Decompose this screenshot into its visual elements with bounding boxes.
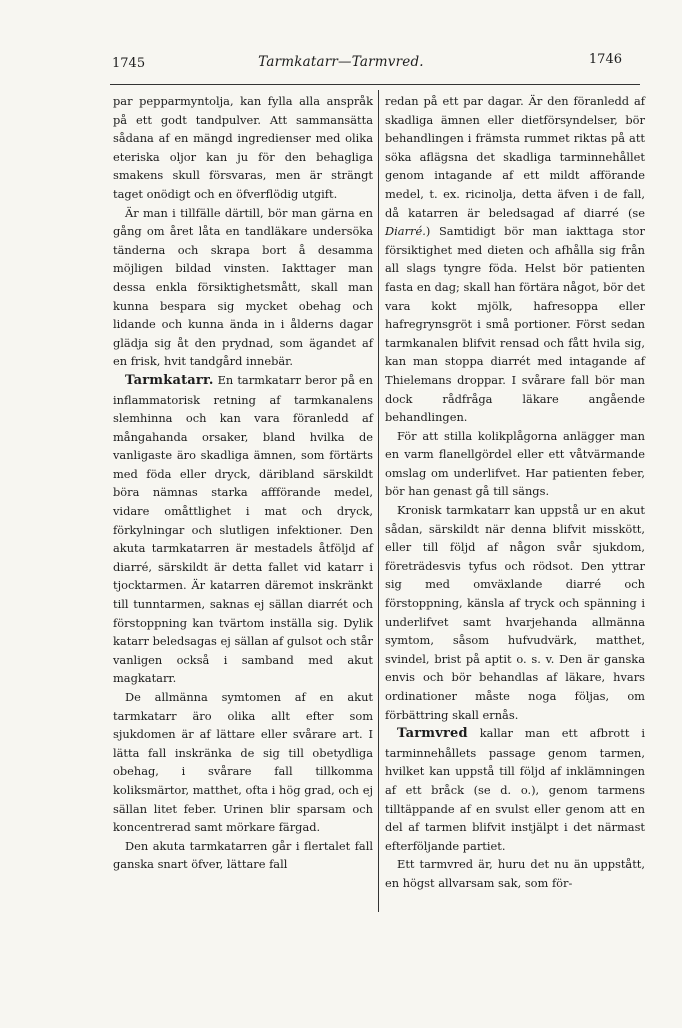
page-number-left: 1745 — [112, 56, 146, 71]
paragraph — [385, 92, 645, 427]
header-rule — [110, 84, 640, 85]
page-header — [0, 52, 682, 74]
paragraph-text: ) Samtidigt bör man iakttaga stor försiktighet med dieten och afhålla sig från all slags tyngre föda. Helst bör patienten fasta en dag; skall han förtära något, bör det vara kokt mjölk, hafresoppa eller hafregrynsgröt i små portioner. Först sedan tarmkanalen blifvit rensad och fått hvila sig, kan man stoppa diarrét med intagande af Thielemans droppar. I svårare fall bör man dock rådfråga läkare angående behandlingen. — [385, 224, 645, 425]
paragraph: Kronisk tarmkatarr kan uppstå ur en akut sådan, särskildt när denna blifvit misskött, eller till följd af någon svår sjukdom, företrädesvis tyfus och rödsot. Den yttrar sig med omväxlande diarré och förstoppning, känsla af tryck och spänning i underlifvet samt hvarjehanda allmänna symtom, såsom hufvudvärk, matthet, svindel, brist på aptit o. s. v. Den är ganska envis och bör behandlas af läkare, hvars ordinationer måste noga följas, om förbättring skall ernås. — [385, 503, 645, 722]
paragraph: Är man i tillfälle därtill, bör man gärna en gång om året låta en tandläkare undersöka tänderna och skrapa bort å desamma möjligen bildad vinsten. Iakttager man dessa enkla försiktighetsmått, skall man kunna bespara sig mycket obehag och lidande och kunna ända in i ålderns dagar glädja sig åt den prydnad, som ägandet af en frisk, hvit tandgård innebär. — [113, 205, 373, 369]
paragraph: De allmänna symtomen af en akut tarmkatarr äro olika allt efter som sjukdomen är af lättare eller svårare art. I lätta fall inskränka de sig till obetydliga obehag, i svårare fall tillkomma koliksmärtor, matthet, ofta i hög grad, och ej sällan litet feber. Urinen blir sparsam och koncentrerad samt mörkare färgad. — [113, 690, 373, 835]
headword: Tarmvred — [397, 726, 468, 742]
right-column — [385, 92, 645, 893]
left-column — [113, 92, 373, 874]
paragraph-text: redan på ett par dagar. Är den föranledd af skadliga ämnen eller dietförsyndelser, bör behandlingen i främsta rummet riktas på att söka aflägsna det skadliga tarminnehållet genom intagande af ett mildt afförande medel, t. ex. ricinolja, detta äfven i de fall, då katarren är beledsagad af diarré (se — [385, 94, 645, 220]
entry-text: En tarmkatarr beror på en inflammatorisk retning af tarmkanalens slemhinna och kan vara föranledd af mångahanda orsaker, bland hvilka de vanligaste äro skadliga ämnen, som förtärts med föda eller dryck, däribland särskildt böra nämnas starka affförande medel, vidare omåttlighet i mat och dryck, förkylningar och slutligen infektioner. Den akuta tarmkatarren är mestadels åtföljd af diarré, särskildt är detta fallet vid katarr i tjocktarmen. Är katarren däremot inskränkt till tunntarmen, saknas ej sällan diarrét och förstoppning kan tvärtom inställa sig. Dylik katarr beledsagas ej sällan af gulsot och står vanligen också i samband med akut magkatarr. — [113, 372, 373, 686]
entry-tarmkatarr — [113, 371, 373, 688]
entry-tarmvred — [385, 724, 645, 855]
paragraph: Den akuta tarmkatarren går i flertalet fall ganska snart öfver, lättare fall — [113, 838, 373, 872]
page-number-right: 1746 — [588, 52, 622, 67]
headword: Tarmkatarr. — [125, 372, 214, 388]
paragraph: Ett tarmvred är, huru det nu än uppstått, en högst allvarsam sak, som för- — [385, 857, 645, 890]
paragraph: par pepparmyntolja, kan fylla alla anspråk på ett godt tandpulver. Att sammansätta sådana af en mängd ingredienser med olika eteriska oljor kan ju för den behagliga smakens skull försvaras, men är strängt taget onödigt och en öfverflödig utgift. — [113, 94, 373, 201]
paragraph: För att stilla kolikplågorna anlägger man en varm flanellgördel eller ett våtvärmande omslag om underlifvet. Har patienten feber, bör han genast gå till sängs. — [385, 428, 645, 499]
running-title: Tarmkatarr—Tarmvred. — [258, 54, 424, 70]
column-divider — [378, 90, 379, 912]
entry-text: kallar man ett afbrott i tarminnehållets passage genom tarmen, hvilket kan uppstå till följd af inklämningen af ett bråck (se d. o.), genom tarmens tilltäppande af en svulst eller genom att en del af tarmen blifvit instjälpt i det närmast efterföljande partiet. — [385, 726, 645, 853]
cross-reference: Diarré. — [385, 224, 426, 239]
